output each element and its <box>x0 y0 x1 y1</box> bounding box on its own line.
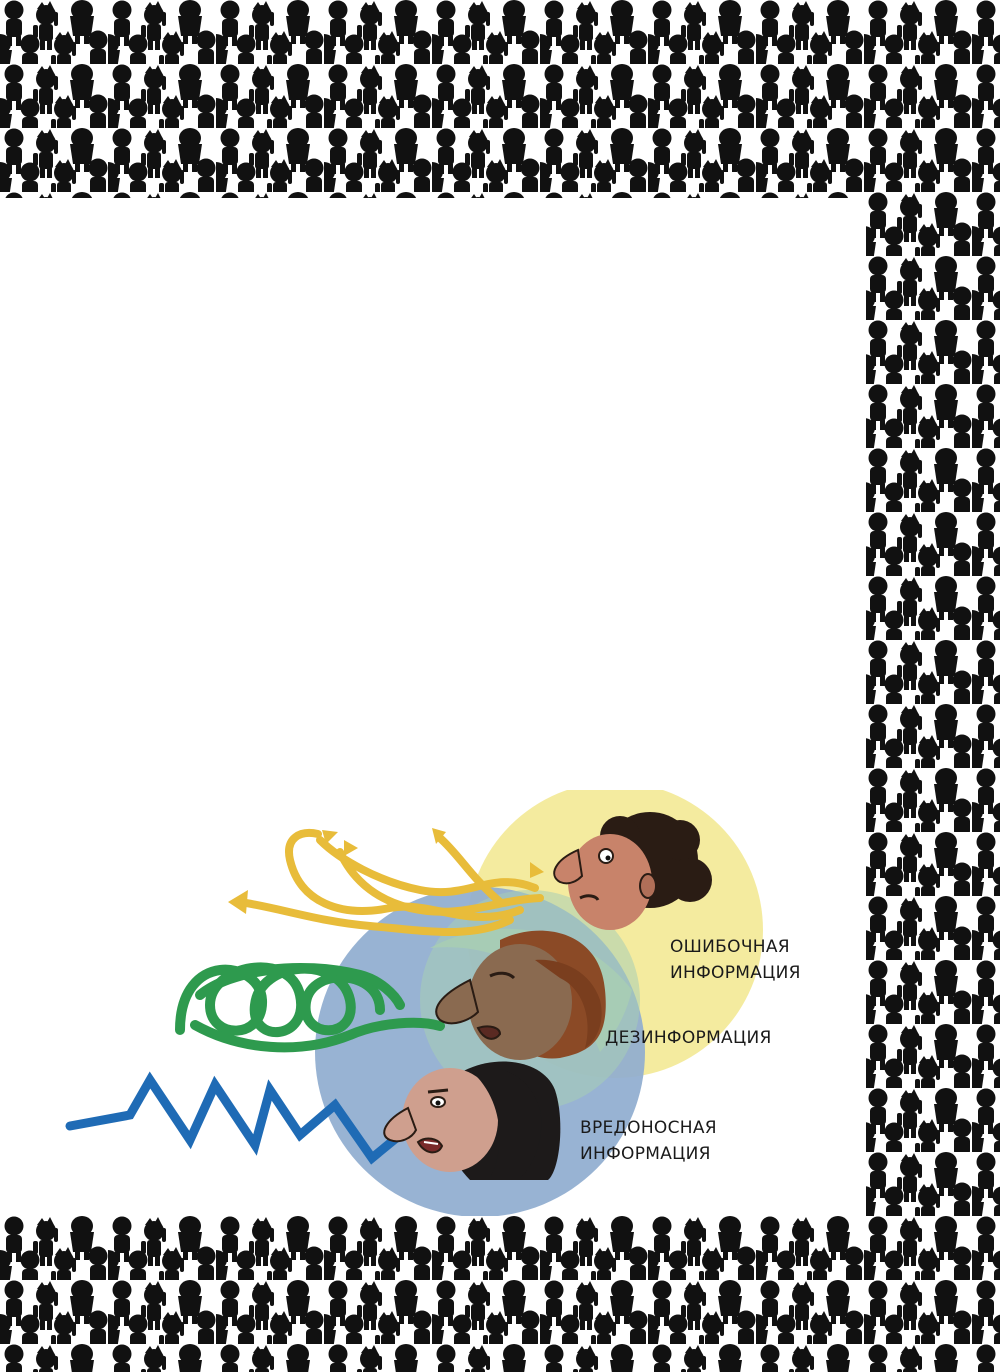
misinformation-label-line1: ОШИБОЧНАЯ <box>670 937 790 957</box>
misinformation-label-line2: ИНФОРМАЦИЯ <box>670 963 801 983</box>
venn-illustration <box>0 790 866 1216</box>
disinformation-label: ДЕЗИНФОРМАЦИЯ <box>605 1028 772 1048</box>
malinformation-label-line1: ВРЕДОНОСНАЯ <box>580 1118 717 1138</box>
malinformation-label-line2: ИНФОРМАЦИЯ <box>580 1144 711 1164</box>
